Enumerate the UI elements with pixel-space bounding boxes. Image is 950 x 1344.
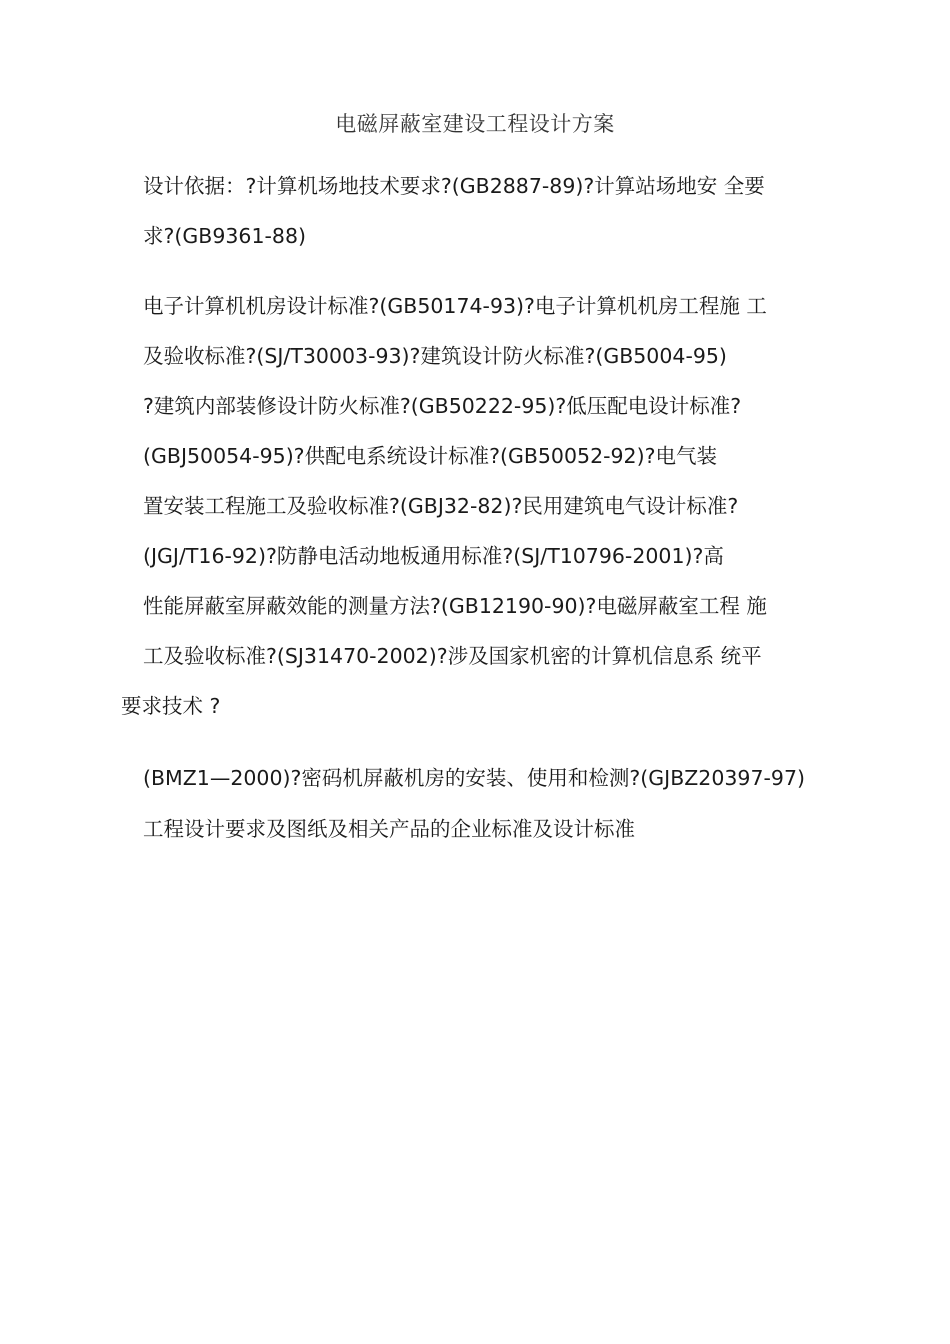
body-line-2: 求?(GB9361-88) xyxy=(143,224,306,248)
document-title: 电磁屏蔽室建设工程设计方案 xyxy=(335,112,615,136)
body-line-10: 工及验收标准?(SJ31470-2002)?涉及国家机密的计算机信息系 统平 xyxy=(143,644,762,668)
body-line-1: 设计依据：?计算机场地技术要求?(GB2887-89)?计算站场地安 全要 xyxy=(143,174,765,198)
body-line-9: 性能屏蔽室屏蔽效能的测量方法?(GB12190-90)?电磁屏蔽室工程 施 xyxy=(143,594,767,618)
body-line-11: 要求技术 ? xyxy=(121,694,221,718)
body-line-13: 工程设计要求及图纸及相关产品的企业标准及设计标准 xyxy=(143,817,635,841)
body-line-8: (JGJ/T16-92)?防静电活动地板通用标准?(SJ/T10796-2001)?高 xyxy=(143,544,724,568)
body-line-3: 电子计算机机房设计标准?(GB50174-93)?电子计算机机房工程施 工 xyxy=(143,294,767,318)
body-line-12: (BMZ1—2000)?密码机屏蔽机房的安装、使用和检测?(GJBZ20397-97) xyxy=(143,766,805,790)
body-line-7: 置安装工程施工及验收标准?(GBJ32-82)?民用建筑电气设计标准? xyxy=(143,494,739,518)
body-line-6: (GBJ50054-95)?供配电系统设计标准?(GB50052-92)?电气装 xyxy=(143,444,717,468)
body-line-4: 及验收标准?(SJ/T30003-93)?建筑设计防火标准?(GB5004-95) xyxy=(143,344,727,368)
body-line-5: ?建筑内部装修设计防火标准?(GB50222-95)?低压配电设计标准? xyxy=(143,394,742,418)
